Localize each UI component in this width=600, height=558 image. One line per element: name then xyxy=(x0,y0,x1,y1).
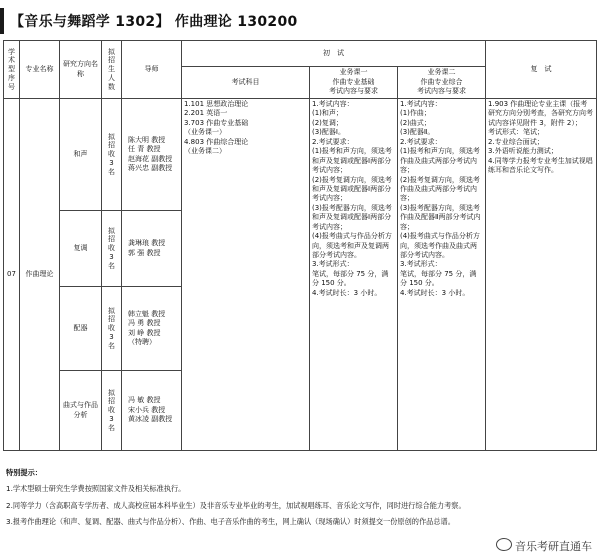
header-tutor: 导师 xyxy=(122,41,182,99)
tutor-list: 龚琳琅 教授 郭 强 教授 xyxy=(122,211,182,287)
admissions-table xyxy=(3,40,597,451)
header-business1: 业务课一 作曲专业基础 考试内容与要求 xyxy=(310,67,398,99)
tutor-list: 冯 敏 教授 宋小兵 教授 黄冰凌 副教授 xyxy=(122,371,182,451)
header-prelim: 初 试 xyxy=(182,41,486,67)
header-retest: 复 试 xyxy=(486,41,597,99)
subjects-cell: 1.101 思想政治理论 2.201 英语一 3.703 作曲专业基础 （业务课一） 4.803 作曲综合理论 （业务课二） xyxy=(182,99,310,451)
tutor-list: 陈大明 教授 任 青 教授 赵海花 副教授 蒋兴忠 副教授 xyxy=(122,99,182,211)
business1-cell: 1.考试内容： (1)和声； (2)复调； (3)配器Ⅰ。 2.考试要求： (1)报考和声方向，须选考和声及复调或配器Ⅰ两部分考试内容； (2)报考复调方向，须选考和声及复调或配器Ⅰ两部分考试内容； (3)报考配器方向，须选考和声及复调或配器Ⅰ两部分考试内容； (4)报考曲式与作品分析方向，须选考和声及复调两部分考试内容。 3.考试形式： 笔试，每部分 75 分，满分 150 分。 4.考试时长：3 小时。 xyxy=(310,99,398,451)
seq-cell: 07 xyxy=(4,99,20,451)
header-direction: 研究方向名称 xyxy=(60,41,102,99)
quota-cell: 拟 招 收 3 名 xyxy=(102,99,122,211)
watermark xyxy=(494,538,594,554)
page-title-bar xyxy=(0,8,600,34)
wechat-icon xyxy=(496,538,512,551)
quota-cell: 拟 招 收 3 名 xyxy=(102,371,122,451)
page-title: 【音乐与舞蹈学 1302】 作曲理论 130200 xyxy=(10,14,298,30)
direction-name: 配器 xyxy=(60,287,102,371)
retest-cell: 1.903 作曲理论专业主课（报考研究方向分别考查，各研究方向考试内容详见附件 3，附件 2）； 考试形式：笔试； 2.专业综合面试； 3.外语听说能力测试； 4.同等学力报考专业考生加试视唱练耳和音乐论文写作。 xyxy=(486,99,597,451)
tutor-list: 韩立魁 教授 冯 勇 教授 刘 峥 教授 （特聘） xyxy=(122,287,182,371)
title-accent-bar xyxy=(0,8,4,34)
note-item: 2.同等学力（含高职高专学历者、成人高校应届本科毕业生）及非音乐专业毕业的考生，加试视唱练耳、音乐论文写作，同时进行综合能力考察。 xyxy=(6,500,466,510)
header-quota: 拟 招 生 人 数 xyxy=(102,41,122,99)
direction-name: 曲式与作品分析 xyxy=(60,371,102,451)
header-business2: 业务课二 作曲专业综合 考试内容与要求 xyxy=(398,67,486,99)
note-item: 3.报考作曲理论（和声、复调、配器、曲式与作品分析）、作曲、电子音乐作曲的考生，网上确认（现场确认）时须提交一份原创的作品总谱。 xyxy=(6,517,455,527)
header-major: 专业名称 xyxy=(20,41,60,99)
direction-name: 和声 xyxy=(60,99,102,211)
notes-heading: 特别提示： xyxy=(6,468,42,477)
business2-cell: 1.考试内容： (1)作曲； (2)曲式； (3)配器Ⅱ。 2.考试要求： (1)报考和声方向，须选考作曲及曲式两部分考试内容； (2)报考复调方向，须选考作曲及曲式两部分考试内容； (3)报考配器方向，须选考作曲及配器Ⅱ两部分考试内容； (4)报考曲式与作品分析方向，须选考作曲及曲式两部分考试内容。 3.考试形式： 笔试，每部分 75 分，满分 150 分。 4.考试时长：3 小时。 xyxy=(398,99,486,451)
quota-cell: 拟 招 收 3 名 xyxy=(102,287,122,371)
direction-name: 复调 xyxy=(60,211,102,287)
header-subjects: 考试科目 xyxy=(182,67,310,99)
quota-cell: 拟 招 收 3 名 xyxy=(102,211,122,287)
major-cell: 作曲理论 xyxy=(20,99,60,451)
note-item: 1.学术型硕士研究生学费按照国家文件及相关标准执行。 xyxy=(6,483,186,493)
notes-section xyxy=(6,468,596,534)
header-seq: 学 术 型 序 号 xyxy=(4,41,20,99)
watermark-text: 音乐考研直通车 xyxy=(515,540,592,553)
